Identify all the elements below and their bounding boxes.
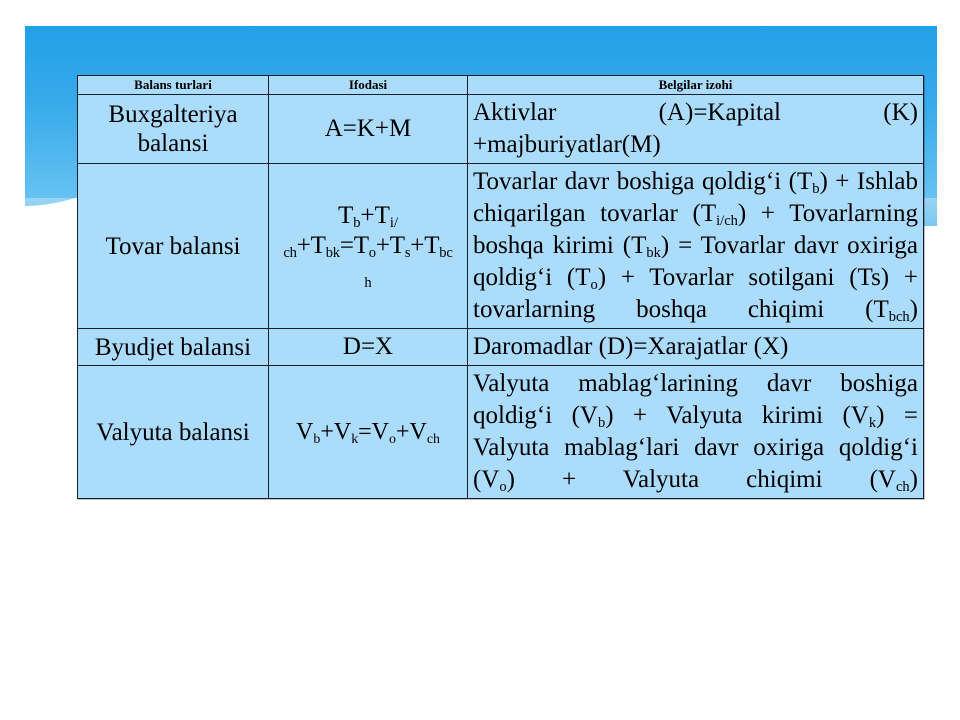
balance-type-accounting: Buxgalteriya balansi: [78, 95, 269, 164]
formula-line: $_{ch}+T_{bk}=T_o+T_s+T_{bc}$: [283, 232, 453, 262]
table-header-row: [78, 76, 924, 95]
table-row: [78, 164, 924, 329]
description-goods: Tovarlar davr boshiga qoldig‘i $(T_b)$ + Ishlab chiqarilgan tovarlar $(T_{i/ch})$ + Tovarlarning boshqa kirimi $(T_{bk})$ = Tovarlar davr oxiriga qoldig‘i $(T_o)$ + Tovarlar sotilgani (Ts) + tovarlarning boshqa chiqimi $(T_{bch})$: [468, 164, 924, 329]
column-header-symbol-explanation: Belgilar izohi: [468, 76, 924, 95]
table-row: [78, 329, 924, 366]
balance-type-currency: Valyuta balansi: [78, 366, 269, 499]
column-header-balance-type: Balans turlari: [78, 76, 269, 95]
formula-line: $T_b+T_{i/}$: [338, 202, 398, 232]
formula-budget: D=X: [269, 329, 468, 366]
description-currency: Valyuta mablag‘larining davr boshiga qoldig‘i $(V_b)$ + Valyuta kirimi $(V_k)$ = Valyuta mablag‘lari davr oxiriga qoldig‘i $(V_o)$ + Valyuta chiqimi $(V_{ch})$: [468, 366, 924, 499]
table-row: [78, 366, 924, 499]
balance-type-budget: Byudjet balansi: [78, 329, 269, 366]
description-budget: Daromadlar (D)=Xarajatlar (X): [468, 329, 924, 366]
balance-types-table: [77, 75, 924, 499]
column-header-expression: Ifodasi: [269, 76, 468, 95]
formula-line: h: [364, 275, 372, 292]
formula-currency: $V_b+V_k=V_o+V_{ch}$: [269, 366, 468, 499]
description-line: Aktivlar (A)=Kapital (K): [473, 99, 918, 127]
formula-goods: [269, 164, 468, 329]
description-line: +majburiyatlar(M): [473, 131, 661, 159]
formula-accounting: A=K+M: [269, 95, 468, 164]
table-row: [78, 95, 924, 164]
balance-type-goods: Tovar balansi: [78, 164, 269, 329]
description-accounting: [468, 95, 924, 164]
